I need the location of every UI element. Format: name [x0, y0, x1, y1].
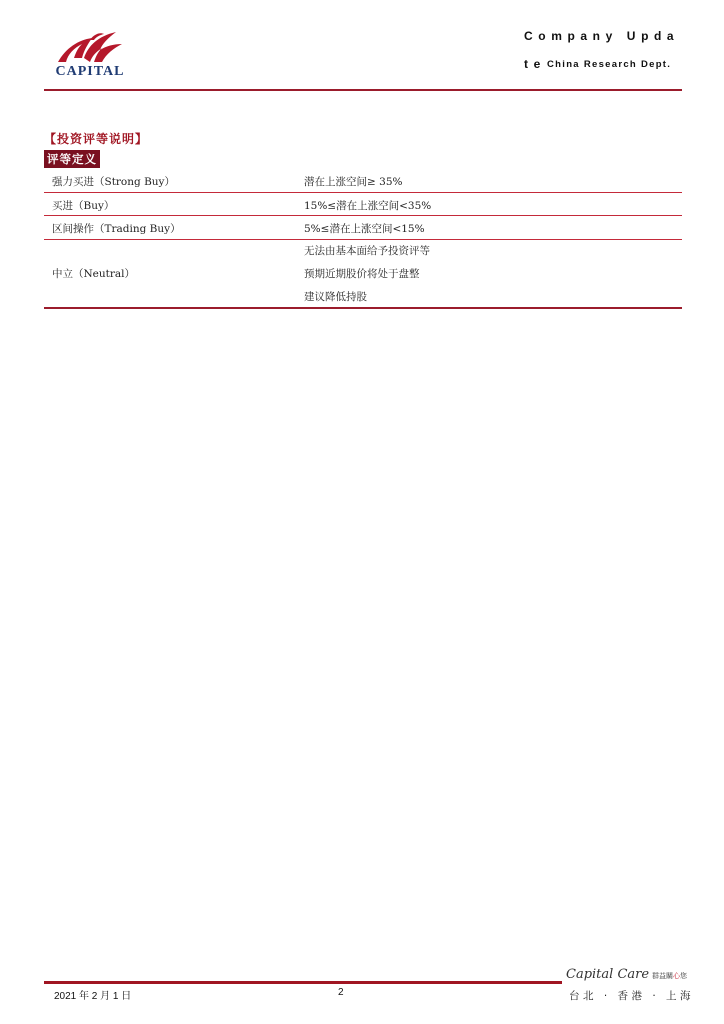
heart-glyph: 心 [673, 972, 681, 980]
rating-definition: 15%≤潜在上涨空间<35% [304, 200, 432, 212]
definition-label: 评等定义 [44, 150, 100, 168]
rating-definition: 潜在上涨空间≥ 35% [304, 176, 403, 188]
footer-divider [44, 981, 562, 984]
rating-name: 强力买进（Strong Buy） [52, 176, 175, 188]
department-label: China Research Dept. [547, 59, 672, 70]
table-row [44, 240, 682, 309]
rating-definition-lines [304, 240, 430, 309]
rating-name: 中立（Neutral） [52, 268, 136, 280]
rating-section-heading: 【投资评等说明】 [44, 132, 149, 146]
rating-definitions-table [44, 170, 682, 309]
office-cities: 台北 · 香港 · 上海 [569, 990, 695, 1002]
brand-cn: 群益關心您 [652, 972, 688, 980]
rating-definition: 5%≤潜在上涨空间<15% [304, 223, 425, 235]
report-type-title: Company Update [524, 29, 680, 71]
rating-name: 区间操作（Trading Buy） [52, 223, 181, 235]
rating-name: 买进（Buy） [52, 200, 115, 212]
capital-logo [44, 28, 136, 82]
header-divider [44, 89, 682, 91]
definition-line: 建议降低持股 [304, 291, 367, 303]
brand-script: Capital Care [566, 967, 650, 982]
eagle-icon [44, 28, 136, 68]
report-date: 2021 年 2 月 1 日 [54, 991, 132, 1002]
definition-line: 预期近期股价将处于盘整 [304, 268, 420, 280]
table-row [44, 216, 682, 240]
capital-care-logo [566, 963, 687, 982]
definition-line: 无法由基本面给予投资评等 [304, 245, 430, 257]
table-row [44, 193, 682, 216]
page-number: 2 [338, 987, 344, 998]
table-row [44, 170, 682, 193]
logo-text: CAPITAL [55, 64, 125, 79]
